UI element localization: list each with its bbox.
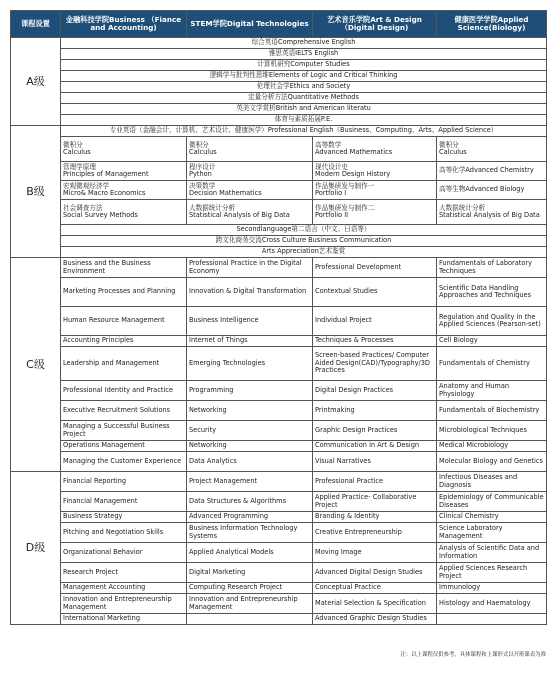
course-cell: Professional Practice in the Digital Economy bbox=[187, 258, 313, 278]
professional-english: 专业英语（金融会计、计算机、艺术设计、健康医学）Professional English（Business、Computing、Arts、Applied Science） bbox=[61, 126, 547, 137]
course-name-cn: 管理学原理 bbox=[63, 162, 96, 171]
course-cell: Leadership and Management bbox=[61, 347, 187, 381]
course-cell: Marketing Processes and Planning bbox=[61, 278, 187, 307]
course-cell bbox=[437, 181, 547, 200]
common-course: 定量分析方法Quantitative Methods bbox=[61, 93, 547, 104]
course-name-en: Advanced Mathematics bbox=[315, 148, 393, 156]
course-cell bbox=[437, 200, 547, 225]
course-cell: Creative Entrepreneurship bbox=[313, 523, 437, 543]
section-c bbox=[11, 258, 547, 472]
course-cell: Immunology bbox=[437, 583, 547, 594]
course-cell bbox=[313, 137, 437, 162]
course-cell: Innovation and Entrepreneurship Management bbox=[61, 594, 187, 614]
course-cell: Microbiological Techniques bbox=[437, 421, 547, 441]
section-a-row bbox=[11, 82, 547, 93]
course-cell bbox=[187, 181, 313, 200]
section-c-row bbox=[11, 441, 547, 452]
course-cell: Molecular Biology and Genetics bbox=[437, 452, 547, 472]
course-name-en: Python bbox=[189, 170, 212, 178]
course-cell: Medical Microbiology bbox=[437, 441, 547, 452]
course-cell: Individual Project bbox=[313, 307, 437, 336]
section-b bbox=[11, 126, 547, 258]
course-cell bbox=[61, 137, 187, 162]
common-course: 综合英语Comprehensive English bbox=[61, 38, 547, 49]
section-d-row bbox=[11, 492, 547, 512]
section-d bbox=[11, 472, 547, 625]
course-cell bbox=[61, 200, 187, 225]
section-b-common-row bbox=[11, 236, 547, 247]
section-b-row bbox=[11, 200, 547, 225]
section-a bbox=[11, 38, 547, 126]
section-c-row bbox=[11, 258, 547, 278]
course-name-en: Decision Mathematics bbox=[189, 189, 262, 197]
course-cell: Cell Biology bbox=[437, 336, 547, 347]
course-table-container bbox=[10, 10, 546, 625]
course-cell: Networking bbox=[187, 441, 313, 452]
section-b-row bbox=[11, 137, 547, 162]
course-cell: Internet of Things bbox=[187, 336, 313, 347]
course-name-cn: 高等数学 bbox=[315, 140, 342, 149]
footnote: 注：以上课程仅供参考，具体课程和上课形式以开班课表为准 bbox=[400, 652, 546, 658]
course-cell: Professional Development bbox=[313, 258, 437, 278]
course-cell: Financial Reporting bbox=[61, 472, 187, 492]
course-name-cn: 高等化学Advanced Chemistry bbox=[439, 166, 534, 175]
level-d-label: D级 bbox=[11, 472, 61, 625]
course-cell: Analysis of Scientific Data and Information bbox=[437, 543, 547, 563]
section-d-row bbox=[11, 614, 547, 625]
section-d-row bbox=[11, 512, 547, 523]
section-d-row bbox=[11, 594, 547, 614]
course-cell: Security bbox=[187, 421, 313, 441]
course-cell bbox=[437, 162, 547, 181]
course-name-cn: 大数据统计分析 bbox=[189, 203, 236, 212]
course-cell: Advanced Graphic Design Studies bbox=[313, 614, 437, 625]
course-cell: Printmaking bbox=[313, 401, 437, 421]
course-cell: Business Strategy bbox=[61, 512, 187, 523]
course-name-cn: 作品集研发与制作一 bbox=[315, 181, 375, 190]
course-cell: Communication in Art & Design bbox=[313, 441, 437, 452]
common-course: 英美文学赏析British and American literatu bbox=[61, 104, 547, 115]
header-art: 艺术音乐学院Art & Design （Digital Design) bbox=[313, 11, 437, 38]
section-a-row bbox=[11, 49, 547, 60]
course-cell: Research Project bbox=[61, 563, 187, 583]
common-course: Arts Appreciation艺术鉴赏 bbox=[61, 247, 547, 258]
common-course: 雅思英语IELTS English bbox=[61, 49, 547, 60]
course-cell: Regulation and Quality in the Applied Sciences (Pearson-set) bbox=[437, 307, 547, 336]
course-cell: Applied Practice- Collaborative Project bbox=[313, 492, 437, 512]
course-cell: Data Structures & Algorithms bbox=[187, 492, 313, 512]
course-cell: Organizational Behavior bbox=[61, 543, 187, 563]
section-c-row bbox=[11, 452, 547, 472]
course-cell: Techniques & Processes bbox=[313, 336, 437, 347]
course-cell: Applied Analytical Models bbox=[187, 543, 313, 563]
course-cell: Branding & Identity bbox=[313, 512, 437, 523]
course-cell: Financial Management bbox=[61, 492, 187, 512]
course-cell: Programming bbox=[187, 381, 313, 401]
course-name-en: Calculus bbox=[63, 148, 91, 156]
section-c-row bbox=[11, 278, 547, 307]
level-a-label: A级 bbox=[11, 38, 61, 126]
course-name-en: Calculus bbox=[189, 148, 217, 156]
course-name-en: Calculus bbox=[439, 148, 467, 156]
course-cell: Histology and Haematology bbox=[437, 594, 547, 614]
course-cell: Infectious Diseases and Diagnosis bbox=[437, 472, 547, 492]
course-name-cn: 微积分 bbox=[63, 140, 83, 149]
course-name-en: Modern Design History bbox=[315, 170, 391, 178]
header-stem: STEM学院Digital Technologies bbox=[187, 11, 313, 38]
header-row bbox=[11, 11, 547, 38]
course-cell: Computing Research Project bbox=[187, 583, 313, 594]
course-cell: Operations Management bbox=[61, 441, 187, 452]
section-b-common-row bbox=[11, 225, 547, 236]
course-name-en: Statistical Analysis of Big Data bbox=[189, 211, 290, 219]
course-cell: Moving Image bbox=[313, 543, 437, 563]
section-a-row bbox=[11, 38, 547, 49]
course-cell: Innovation & Digital Transformation bbox=[187, 278, 313, 307]
section-b-common-row bbox=[11, 247, 547, 258]
course-cell: Digital Design Practices bbox=[313, 381, 437, 401]
course-cell bbox=[61, 181, 187, 200]
course-cell: Conceptual Practice bbox=[313, 583, 437, 594]
course-cell: Human Resource Management bbox=[61, 307, 187, 336]
header-health: 健康医学学院Applied Science(Biology) bbox=[437, 11, 547, 38]
common-course: 体育与素质拓展P.E. bbox=[61, 115, 547, 126]
course-cell: Advanced Digital Design Studies bbox=[313, 563, 437, 583]
course-cell: Fundamentals of Biochemistry bbox=[437, 401, 547, 421]
course-name-en: Portfolio I bbox=[315, 189, 347, 197]
course-cell: Advanced Programming bbox=[187, 512, 313, 523]
course-cell: Clinical Chemistry bbox=[437, 512, 547, 523]
course-cell: Business Intelligence bbox=[187, 307, 313, 336]
course-name-en: Social Survey Methods bbox=[63, 211, 138, 219]
course-cell: Screen-based Practices/ Computer Aided Design(CAD)/Typography/3D Practices bbox=[313, 347, 437, 381]
course-cell: Business and the Business Environment bbox=[61, 258, 187, 278]
section-b-row bbox=[11, 162, 547, 181]
course-cell: Visual Narratives bbox=[313, 452, 437, 472]
course-cell bbox=[187, 137, 313, 162]
course-cell: Innovation and Entrepreneurship Management bbox=[187, 594, 313, 614]
section-d-row bbox=[11, 583, 547, 594]
course-cell: International Marketing bbox=[61, 614, 187, 625]
section-b-intro-row bbox=[11, 126, 547, 137]
common-course: 伦理社会学Ethics and Society bbox=[61, 82, 547, 93]
course-cell: Fundamentals of Chemistry bbox=[437, 347, 547, 381]
course-name-cn: 大数据统计分析 bbox=[439, 203, 486, 212]
section-a-row bbox=[11, 115, 547, 126]
course-cell: Managing a Successful Business Project bbox=[61, 421, 187, 441]
course-cell: Management Accounting bbox=[61, 583, 187, 594]
course-cell: Business Information Technology Systems bbox=[187, 523, 313, 543]
level-b-label: B级 bbox=[11, 126, 61, 258]
section-d-row bbox=[11, 523, 547, 543]
course-name-cn: 宏观微观经济学 bbox=[63, 181, 110, 190]
section-c-row bbox=[11, 347, 547, 381]
course-table bbox=[10, 10, 547, 625]
course-cell bbox=[313, 181, 437, 200]
course-name-cn: 决策数学 bbox=[189, 181, 216, 190]
course-name-cn: 程序设计 bbox=[189, 162, 216, 171]
course-cell: Data Analytics bbox=[187, 452, 313, 472]
course-cell bbox=[187, 200, 313, 225]
section-c-row bbox=[11, 336, 547, 347]
header-level: 课程设置 bbox=[11, 11, 61, 38]
course-cell bbox=[187, 614, 313, 625]
common-course: 计算机研究Computer Studies bbox=[61, 60, 547, 71]
course-name-cn: 微积分 bbox=[439, 140, 459, 149]
section-c-row bbox=[11, 307, 547, 336]
course-name-en: Portfolio II bbox=[315, 211, 349, 219]
section-a-row bbox=[11, 104, 547, 115]
section-c-row bbox=[11, 401, 547, 421]
course-cell: Material Selection & Specification bbox=[313, 594, 437, 614]
course-name-cn: 现代设计史 bbox=[315, 162, 348, 171]
course-cell bbox=[437, 137, 547, 162]
section-d-row bbox=[11, 543, 547, 563]
course-name-cn: 社会调查方法 bbox=[63, 203, 103, 212]
course-name-en: Micro& Macro Economics bbox=[63, 189, 146, 197]
level-c-label: C级 bbox=[11, 258, 61, 472]
section-c-row bbox=[11, 421, 547, 441]
section-a-row bbox=[11, 60, 547, 71]
course-name-cn: 微积分 bbox=[189, 140, 209, 149]
course-cell: Emerging Technologies bbox=[187, 347, 313, 381]
common-course: 跨文化商务交流Cross Culture Business Communication bbox=[61, 236, 547, 247]
section-c-row bbox=[11, 381, 547, 401]
course-cell: Contextual Studies bbox=[313, 278, 437, 307]
course-cell: Applied Sciences Research Project bbox=[437, 563, 547, 583]
course-cell: Graphic Design Practices bbox=[313, 421, 437, 441]
course-cell: Scientific Data Handling Approaches and Techniques bbox=[437, 278, 547, 307]
section-a-row bbox=[11, 93, 547, 104]
course-cell: Managing the Customer Experience bbox=[61, 452, 187, 472]
course-cell: Science Laboratory Management bbox=[437, 523, 547, 543]
header-business: 金融科技学院Business （Fiance and Accounting) bbox=[61, 11, 187, 38]
course-cell: Digital Marketing bbox=[187, 563, 313, 583]
course-cell: Anatomy and Human Physiology bbox=[437, 381, 547, 401]
course-name-en: Statistical Analysis of Big Data bbox=[439, 211, 540, 219]
common-course: 逻辑学与批判性思维Elements of Logic and Critical Thinking bbox=[61, 71, 547, 82]
course-cell: Accounting Principles bbox=[61, 336, 187, 347]
course-cell: Fundamentals of Laboratory Techniques bbox=[437, 258, 547, 278]
common-course: Secondlanguage第二语言（中文、日语等） bbox=[61, 225, 547, 236]
course-cell: Networking bbox=[187, 401, 313, 421]
course-cell: Project Management bbox=[187, 472, 313, 492]
section-d-row bbox=[11, 563, 547, 583]
course-name-cn: 作品集研发与制作二 bbox=[315, 203, 375, 212]
section-b-row bbox=[11, 181, 547, 200]
course-cell: Professional Practice bbox=[313, 472, 437, 492]
course-cell bbox=[437, 614, 547, 625]
course-name-en: Principles of Management bbox=[63, 170, 149, 178]
course-cell bbox=[313, 162, 437, 181]
course-cell bbox=[313, 200, 437, 225]
course-cell: Pitching and Negotiation Skills bbox=[61, 523, 187, 543]
course-cell: Executive Recruitment Solutions bbox=[61, 401, 187, 421]
course-cell bbox=[61, 162, 187, 181]
section-d-row bbox=[11, 472, 547, 492]
course-cell: Professional Identity and Practice bbox=[61, 381, 187, 401]
section-a-row bbox=[11, 71, 547, 82]
course-name-cn: 高等生物Advanced Biology bbox=[439, 185, 525, 194]
course-cell: Epidemiology of Communicable Diseases bbox=[437, 492, 547, 512]
course-cell bbox=[187, 162, 313, 181]
